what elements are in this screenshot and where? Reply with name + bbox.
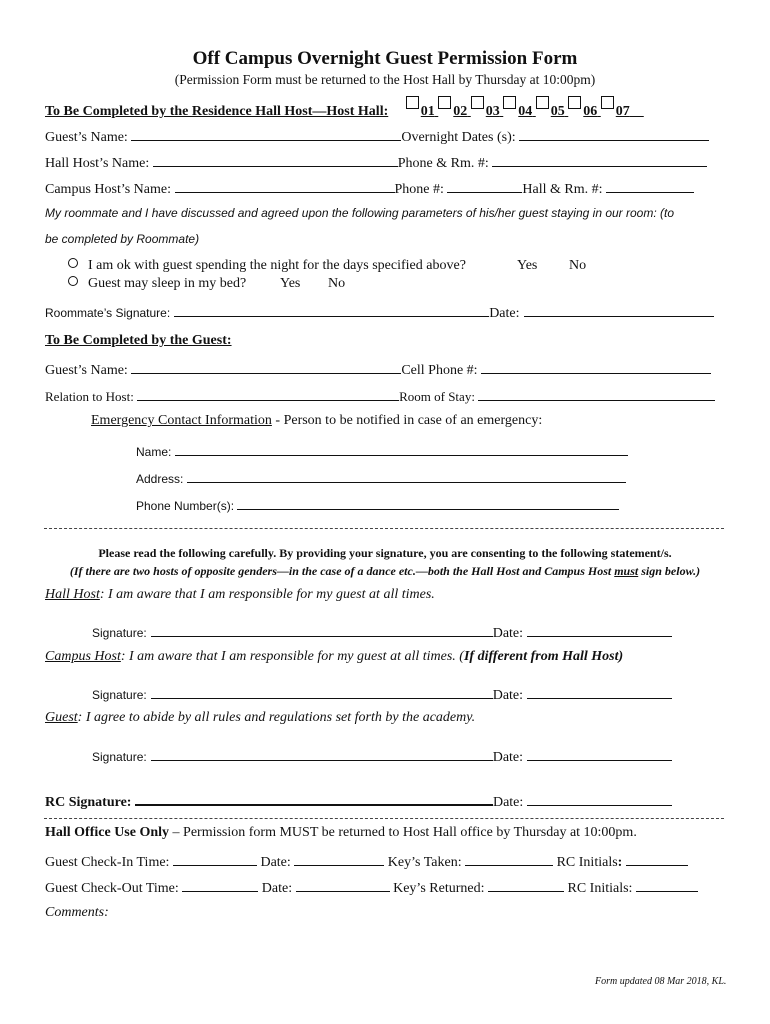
rc-date-field[interactable] bbox=[527, 791, 672, 806]
campus-host-signature-field[interactable] bbox=[151, 684, 493, 699]
rc-signature-label: RC Signature: bbox=[45, 795, 132, 810]
consent-line2 bbox=[0, 564, 770, 579]
emergency-contact-heading bbox=[91, 413, 542, 429]
room-of-stay-label: Room of Stay: bbox=[399, 389, 475, 404]
roommate-intro-line2: be completed by Roommate) bbox=[45, 232, 200, 246]
footer-note: Form updated 08 Mar 2018, KL. bbox=[595, 976, 727, 987]
bullet-icon bbox=[68, 258, 78, 268]
q2-text: Guest may sleep in my bed? bbox=[88, 276, 247, 291]
emergency-name-label: Name: bbox=[136, 445, 172, 459]
hall-rm-field[interactable] bbox=[606, 178, 694, 193]
rc-initials-out-label: RC Initials: bbox=[567, 881, 633, 896]
emergency-phone-row bbox=[136, 495, 619, 513]
checkin-date-label: Date: bbox=[260, 855, 291, 870]
emergency-title: Emergency Contact Information bbox=[91, 413, 272, 428]
checkout-row bbox=[45, 877, 698, 897]
hall-host-statement bbox=[45, 587, 435, 603]
room-of-stay-field[interactable] bbox=[478, 386, 715, 401]
campus-host-statement-bold: If different from Hall Host) bbox=[463, 649, 624, 664]
checkout-field[interactable] bbox=[182, 877, 258, 892]
emergency-phone-field[interactable] bbox=[237, 495, 619, 510]
emergency-name-row bbox=[136, 441, 628, 459]
hall-checkbox-02[interactable] bbox=[438, 96, 451, 109]
emergency-address-label: Address: bbox=[136, 472, 184, 486]
emergency-rest: - Person to be notified in case of an emergency: bbox=[271, 413, 543, 428]
rc-initials-out-field[interactable] bbox=[636, 877, 698, 892]
hall-07-label: 07 bbox=[615, 104, 630, 119]
rc-signature-row bbox=[45, 790, 672, 811]
hall-host-signature-field[interactable] bbox=[151, 622, 493, 637]
office-heading-bold: Hall Office Use Only bbox=[45, 825, 170, 840]
roommate-date-label: Date: bbox=[489, 306, 520, 321]
office-heading-rest: – Permission form MUST be returned to Host Hall office by Thursday at 10:00pm. bbox=[169, 825, 637, 840]
keys-returned-label: Key’s Returned: bbox=[393, 881, 485, 896]
hall-host-row bbox=[45, 152, 707, 172]
overnight-dates-label: Overnight Dates (s): bbox=[401, 130, 516, 145]
guest-statement-label: Guest bbox=[45, 710, 78, 725]
guest-signature-field[interactable] bbox=[151, 746, 493, 761]
office-heading bbox=[45, 825, 637, 841]
bullet-icon bbox=[68, 276, 78, 286]
campus-host-statement-text: : I am aware that I am responsible for my guest at all times. ( bbox=[120, 649, 464, 664]
hall-checkbox-06[interactable] bbox=[568, 96, 581, 109]
cell-phone-label: Cell Phone #: bbox=[401, 363, 478, 378]
consent-line1: Please read the following carefully. By providing your signature, you are consenting to the following statement/s. bbox=[98, 546, 672, 560]
hall-checkbox-group bbox=[392, 104, 644, 119]
cell-phone-field[interactable] bbox=[481, 359, 711, 374]
form-subtitle: (Permission Form must be returned to the Host Hall by Thursday at 10:00pm) bbox=[174, 72, 596, 87]
relation-row bbox=[45, 386, 715, 405]
hall-05-label: 05 bbox=[550, 104, 565, 119]
guest-date-label: Date: bbox=[492, 750, 524, 765]
office-divider bbox=[44, 818, 724, 819]
checkin-field[interactable] bbox=[173, 851, 257, 866]
q1-yes-option[interactable]: Yes bbox=[517, 258, 538, 273]
q2-yes-option[interactable]: Yes bbox=[280, 276, 301, 291]
guest-name-row bbox=[45, 359, 711, 379]
guest-section-name-field[interactable] bbox=[131, 359, 401, 374]
hall-host-name-field[interactable] bbox=[153, 152, 398, 167]
guest-statement bbox=[45, 710, 475, 726]
comments-label: Comments: bbox=[45, 905, 109, 920]
checkin-date-field[interactable] bbox=[294, 851, 384, 866]
hall-host-statement-label: Hall Host bbox=[45, 587, 100, 602]
relation-label: Relation to Host: bbox=[45, 389, 134, 404]
rc-initials-in-label: RC Initials bbox=[556, 855, 618, 870]
hall-checkbox-01[interactable] bbox=[406, 96, 419, 109]
q1-text: I am ok with guest spending the night for the days specified above? bbox=[88, 258, 466, 273]
q2-no-option[interactable]: No bbox=[328, 276, 346, 291]
checkout-date-field[interactable] bbox=[296, 877, 390, 892]
campus-host-signature-label: Signature: bbox=[92, 688, 147, 702]
host-section-heading bbox=[45, 96, 644, 120]
rc-initials-in-field[interactable] bbox=[626, 851, 688, 866]
hall-checkbox-07[interactable] bbox=[601, 96, 614, 109]
hall-host-date-label: Date: bbox=[492, 626, 524, 641]
hall-04-label: 04 bbox=[518, 104, 533, 119]
campus-host-statement bbox=[45, 649, 623, 665]
guest-date-field[interactable] bbox=[527, 746, 672, 761]
guest-section-name-label: Guest’s Name: bbox=[45, 363, 128, 378]
roommate-date-field[interactable] bbox=[524, 302, 714, 317]
campus-host-row bbox=[45, 178, 694, 198]
campus-host-name-field[interactable] bbox=[175, 178, 395, 193]
hall-checkbox-05[interactable] bbox=[536, 96, 549, 109]
form-title: Off Campus Overnight Guest Permission Form bbox=[192, 48, 578, 69]
consent-line2-b: sign below.) bbox=[638, 564, 701, 578]
phone-rm-label: Phone & Rm. #: bbox=[397, 156, 489, 171]
emergency-name-field[interactable] bbox=[175, 441, 628, 456]
emergency-phone-label: Phone Number(s): bbox=[136, 499, 235, 513]
campus-host-name-label: Campus Host’s Name: bbox=[45, 182, 171, 197]
checkin-label: Guest Check-In Time: bbox=[45, 855, 170, 870]
relation-field[interactable] bbox=[137, 386, 399, 401]
checkout-date-label: Date: bbox=[261, 881, 293, 896]
roommate-question-2 bbox=[68, 276, 246, 292]
guest-name-field[interactable] bbox=[131, 126, 401, 141]
keys-taken-field[interactable] bbox=[465, 851, 553, 866]
phone-label: Phone #: bbox=[394, 182, 444, 197]
hall-checkbox-04[interactable] bbox=[503, 96, 516, 109]
keys-returned-field[interactable] bbox=[488, 877, 564, 892]
roommate-signature-field[interactable] bbox=[174, 302, 489, 317]
guest-name-label: Guest’s Name: bbox=[45, 130, 128, 145]
hall-host-date-field[interactable] bbox=[527, 622, 672, 637]
q1-no-option[interactable]: No bbox=[569, 258, 587, 273]
hall-03-label: 03 bbox=[485, 104, 500, 119]
hall-06-label: 06 bbox=[583, 104, 598, 119]
phone-field[interactable] bbox=[447, 178, 522, 193]
overnight-dates-field[interactable] bbox=[519, 126, 709, 141]
phone-rm-field[interactable] bbox=[492, 152, 707, 167]
guest-signature-row bbox=[92, 746, 672, 766]
emergency-address-field[interactable] bbox=[187, 468, 626, 483]
emergency-address-row bbox=[136, 468, 626, 486]
hall-host-name-label: Hall Host’s Name: bbox=[45, 156, 150, 171]
hall-host-statement-text: : I am aware that I am responsible for my guest at all times. bbox=[99, 587, 435, 602]
campus-host-signature-row bbox=[92, 684, 672, 704]
campus-host-date-label: Date: bbox=[492, 688, 524, 703]
roommate-signature-row bbox=[45, 302, 714, 322]
hall-host-signature-label: Signature: bbox=[92, 626, 147, 640]
hall-host-signature-row bbox=[92, 622, 672, 642]
host-heading-text: To Be Completed by the Residence Hall Host—Host Hall: bbox=[45, 104, 389, 119]
host-guest-name-row bbox=[45, 126, 709, 146]
hall-01-label: 01 bbox=[420, 104, 435, 119]
hall-checkbox-03[interactable] bbox=[471, 96, 484, 109]
roommate-signature-label: Roommate’s Signature: bbox=[45, 306, 171, 320]
campus-host-date-field[interactable] bbox=[527, 684, 672, 699]
consent-line2-a: (If there are two hosts of opposite genders—in the case of a dance etc.—both the Hall Host and Campus Host bbox=[69, 564, 615, 578]
campus-host-statement-label: Campus Host bbox=[45, 649, 121, 664]
hall-02-label: 02 bbox=[453, 104, 468, 119]
roommate-intro-line1: My roommate and I have discussed and agreed upon the following parameters of his/her guest staying in our room: (to bbox=[45, 206, 675, 220]
hall-rm-label: Hall & Rm. #: bbox=[522, 182, 603, 197]
consent-line2-must: must bbox=[614, 564, 639, 578]
guest-section-heading: To Be Completed by the Guest: bbox=[45, 333, 232, 348]
checkout-label: Guest Check-Out Time: bbox=[45, 881, 179, 896]
checkin-row: Guest Check-In Time: Date: Key’s Taken: RC Initials: bbox=[45, 851, 688, 871]
rc-date-label: Date: bbox=[492, 795, 524, 810]
section-divider bbox=[44, 528, 724, 529]
keys-taken-label: Key’s Taken: bbox=[387, 855, 462, 870]
guest-signature-label: Signature: bbox=[92, 750, 147, 764]
roommate-question-1 bbox=[68, 258, 466, 274]
rc-signature-field[interactable] bbox=[135, 790, 493, 806]
guest-statement-text: : I agree to abide by all rules and regulations set forth by the academy. bbox=[77, 710, 476, 725]
